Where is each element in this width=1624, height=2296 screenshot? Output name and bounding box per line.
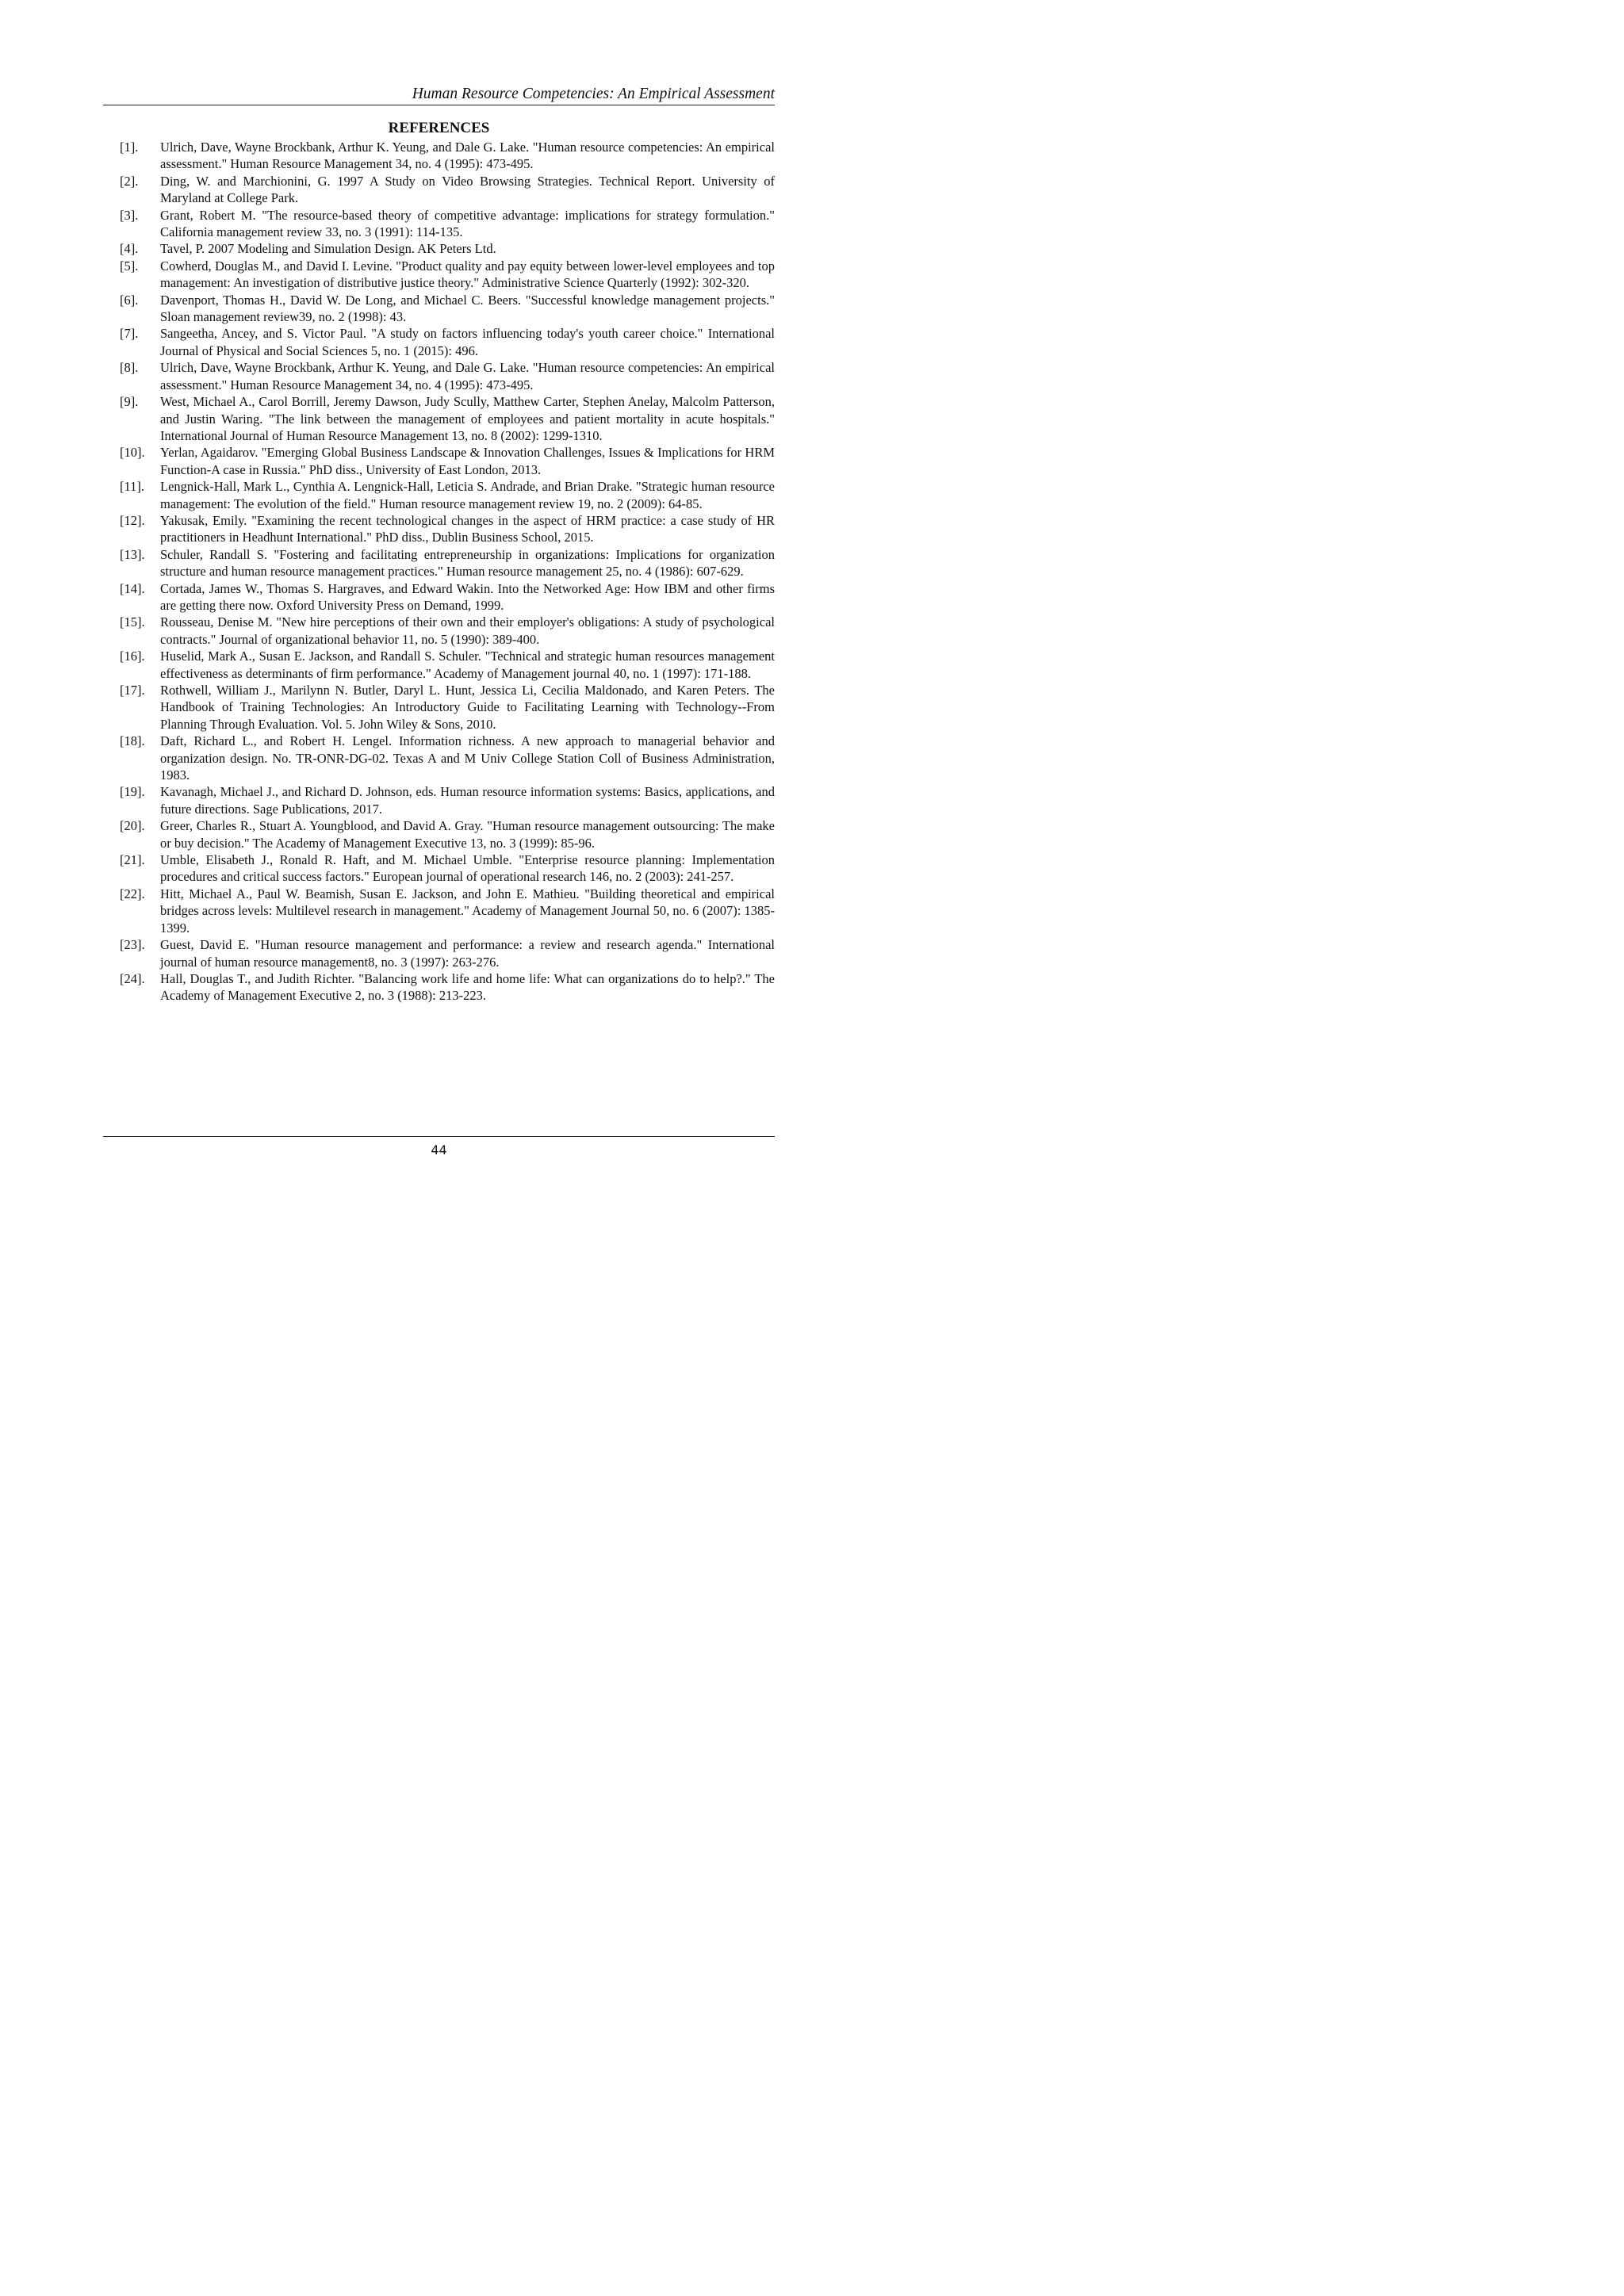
reference-item [120, 648, 775, 682]
footer-rule [103, 1136, 775, 1137]
reference-number: [7]. [120, 326, 139, 342]
reference-text: Sangeetha, Ancey, and S. Victor Paul. "A study on factors influencing today's youth career choice." International Journal of Physical and Social Sciences 5, no. 1 (2015): 496. [160, 326, 775, 358]
reference-text: Cortada, James W., Thomas S. Hargraves, and Edward Wakin. Into the Networked Age: How IBM and other firms are getting there now. Oxford University Press on Demand, 1999. [160, 580, 775, 613]
reference-text: Huselid, Mark A., Susan E. Jackson, and Randall S. Schuler. "Technical and strategic human resources management effectiveness as determinants of firm performance." Academy of Management journal 40, no. 1 (1997): 171-188. [160, 649, 775, 681]
reference-item [120, 512, 775, 546]
reference-item [120, 783, 775, 817]
reference-item [120, 546, 775, 580]
reference-text: Schuler, Randall S. "Fostering and facilitating entrepreneurship in organizations: Implications for organization structure and human resource management practices." Human resource management 25, no. 4 (1986): 607-629. [160, 546, 775, 580]
reference-text: Daft, Richard L., and Robert H. Lengel. Information richness. A new approach to managerial behavior and organization design. No. TR-ONR-DG-02. Texas A and M Univ College Station Coll of Business Administration, 1983. [160, 733, 775, 783]
reference-text: Rousseau, Denise M. "New hire perceptions of their own and their employer's obligations: A study of psychological contracts." Journal of organizational behavior 11, no. 5 (1990): 389-400. [160, 614, 775, 647]
reference-number: [22]. [120, 886, 145, 901]
reference-item [120, 393, 775, 444]
reference-text: West, Michael A., Carol Borrill, Jeremy Dawson, Judy Scully, Matthew Carter, Stephen Anelay, Malcolm Patterson, and Justin Waring. "The link between the management of employees and patient mortality in acute hospitals." International Journal of Human Resource Management 13, no. 8 (2002): 1299-1310. [160, 394, 775, 443]
reference-number: [12]. [120, 512, 145, 528]
reference-item [120, 292, 775, 326]
reference-text: Lengnick-Hall, Mark L., Cynthia A. Lengnick-Hall, Leticia S. Andrade, and Brian Drake. "Strategic human resource management: The evolution of the field." Human resource management review 19, no. 2 (2009): 64-85. [160, 479, 775, 511]
reference-number: [11]. [120, 479, 145, 495]
reference-text: Cowherd, Douglas M., and David I. Levine. "Product quality and pay equity between lower-level employees and top management: An investigation of distributive justice theory." Administrative Science Quarterly (1992): 302-320. [160, 258, 775, 291]
reference-number: [3]. [120, 207, 139, 223]
reference-item [120, 207, 775, 241]
reference-number: [1]. [120, 140, 139, 155]
reference-number: [16]. [120, 649, 145, 664]
reference-text: Tavel, P. 2007 Modeling and Simulation Design. AK Peters Ltd. [160, 241, 496, 257]
reference-text: Rothwell, William J., Marilynn N. Butler, Daryl L. Hunt, Jessica Li, Cecilia Maldonado, and Karen Peters. The Handbook of Training Technologies: An Introductory Guide to Facilitating Learning with Technology--From Planning Through Evaluation. Vol. 5. John Wiley & Sons, 2010. [160, 683, 775, 732]
running-header: Human Resource Competencies: An Empirical Assessment [103, 84, 775, 105]
page-number: 44 [431, 1142, 447, 1158]
reference-item [120, 733, 775, 783]
reference-item [120, 614, 775, 648]
reference-item [120, 240, 775, 257]
reference-number: [2]. [120, 173, 139, 189]
reference-number: [24]. [120, 970, 145, 986]
reference-number: [10]. [120, 445, 145, 461]
reference-item [120, 682, 775, 733]
reference-text: Ulrich, Dave, Wayne Brockbank, Arthur K. Yeung, and Dale G. Lake. "Human resource competencies: An empirical assessment." Human Resource Management 34, no. 4 (1995): 473-495. [160, 140, 775, 172]
reference-number: [21]. [120, 852, 145, 868]
reference-number: [13]. [120, 546, 145, 562]
reference-item [120, 325, 775, 359]
reference-text: Grant, Robert M. "The resource-based theory of competitive advantage: implications for strategy formulation." California management review 33, no. 3 (1991): 114-135. [160, 207, 775, 240]
reference-number: [19]. [120, 784, 145, 800]
reference-text: Yakusak, Emily. "Examining the recent technological changes in the aspect of HRM practice: a case study of HR practitioners in Headhunt International." PhD diss., Dublin Business School, 2015. [160, 512, 775, 545]
reference-number: [4]. [120, 241, 139, 257]
reference-text: Umble, Elisabeth J., Ronald R. Haft, and M. Michael Umble. "Enterprise resource planning: Implementation procedures and critical success factors." European journal of operational research 146, no. 2 (2003): 241-257. [160, 852, 775, 885]
reference-item [120, 970, 775, 1004]
reference-item [120, 851, 775, 886]
reference-number: [20]. [120, 818, 145, 834]
reference-item [120, 359, 775, 393]
reference-number: [8]. [120, 360, 139, 376]
reference-item [120, 580, 775, 614]
reference-number: [23]. [120, 937, 145, 953]
reference-item [120, 817, 775, 851]
reference-number: [18]. [120, 733, 145, 749]
reference-text: Guest, David E. "Human resource management and performance: a review and research agenda." International journal of human resource management8, no. 3 (1997): 263-276. [160, 937, 775, 970]
reference-item [120, 478, 775, 512]
reference-item [120, 139, 775, 173]
reference-text: Ding, W. and Marchionini, G. 1997 A Study on Video Browsing Strategies. Technical Report. University of Maryland at College Park. [160, 173, 775, 206]
reference-item [120, 258, 775, 292]
reference-item [120, 886, 775, 936]
reference-number: [14]. [120, 580, 145, 596]
reference-text: Yerlan, Agaidarov. "Emerging Global Business Landscape & Innovation Challenges, Issues & Implications for HRM Function-A case in Russia." PhD diss., University of East London, 2013. [160, 445, 775, 477]
reference-number: [6]. [120, 292, 139, 308]
reference-text: Hall, Douglas T., and Judith Richter. "Balancing work life and home life: What can organizations do to help?." The Academy of Management Executive 2, no. 3 (1988): 213-223. [160, 970, 775, 1004]
reference-text: Ulrich, Dave, Wayne Brockbank, Arthur K. Yeung, and Dale G. Lake. "Human resource competencies: An empirical assessment." Human Resource Management 34, no. 4 (1995): 473-495. [160, 360, 775, 392]
reference-number: [5]. [120, 258, 139, 274]
section-title: REFERENCES [388, 120, 490, 136]
reference-list [120, 139, 775, 1004]
reference-item [120, 444, 775, 478]
reference-text: Davenport, Thomas H., David W. De Long, and Michael C. Beers. "Successful knowledge management projects." Sloan management review39, no. 2 (1998): 43. [160, 292, 775, 325]
reference-text: Hitt, Michael A., Paul W. Beamish, Susan E. Jackson, and John E. Mathieu. "Building theoretical and empirical bridges across levels: Multilevel research in management." Academy of Management Journal 50, no. 6 (2007): 1385-1399. [160, 886, 775, 936]
reference-item [120, 936, 775, 970]
reference-item [120, 173, 775, 207]
reference-number: [9]. [120, 394, 139, 410]
reference-text: Greer, Charles R., Stuart A. Youngblood, and David A. Gray. "Human resource management outsourcing: The make or buy decision." The Academy of Management Executive 13, no. 3 (1999): 85-96. [160, 818, 775, 851]
reference-text: Kavanagh, Michael J., and Richard D. Johnson, eds. Human resource information systems: Basics, applications, and future directions. Sage Publications, 2017. [160, 784, 775, 817]
reference-number: [17]. [120, 683, 145, 698]
reference-number: [15]. [120, 614, 145, 630]
